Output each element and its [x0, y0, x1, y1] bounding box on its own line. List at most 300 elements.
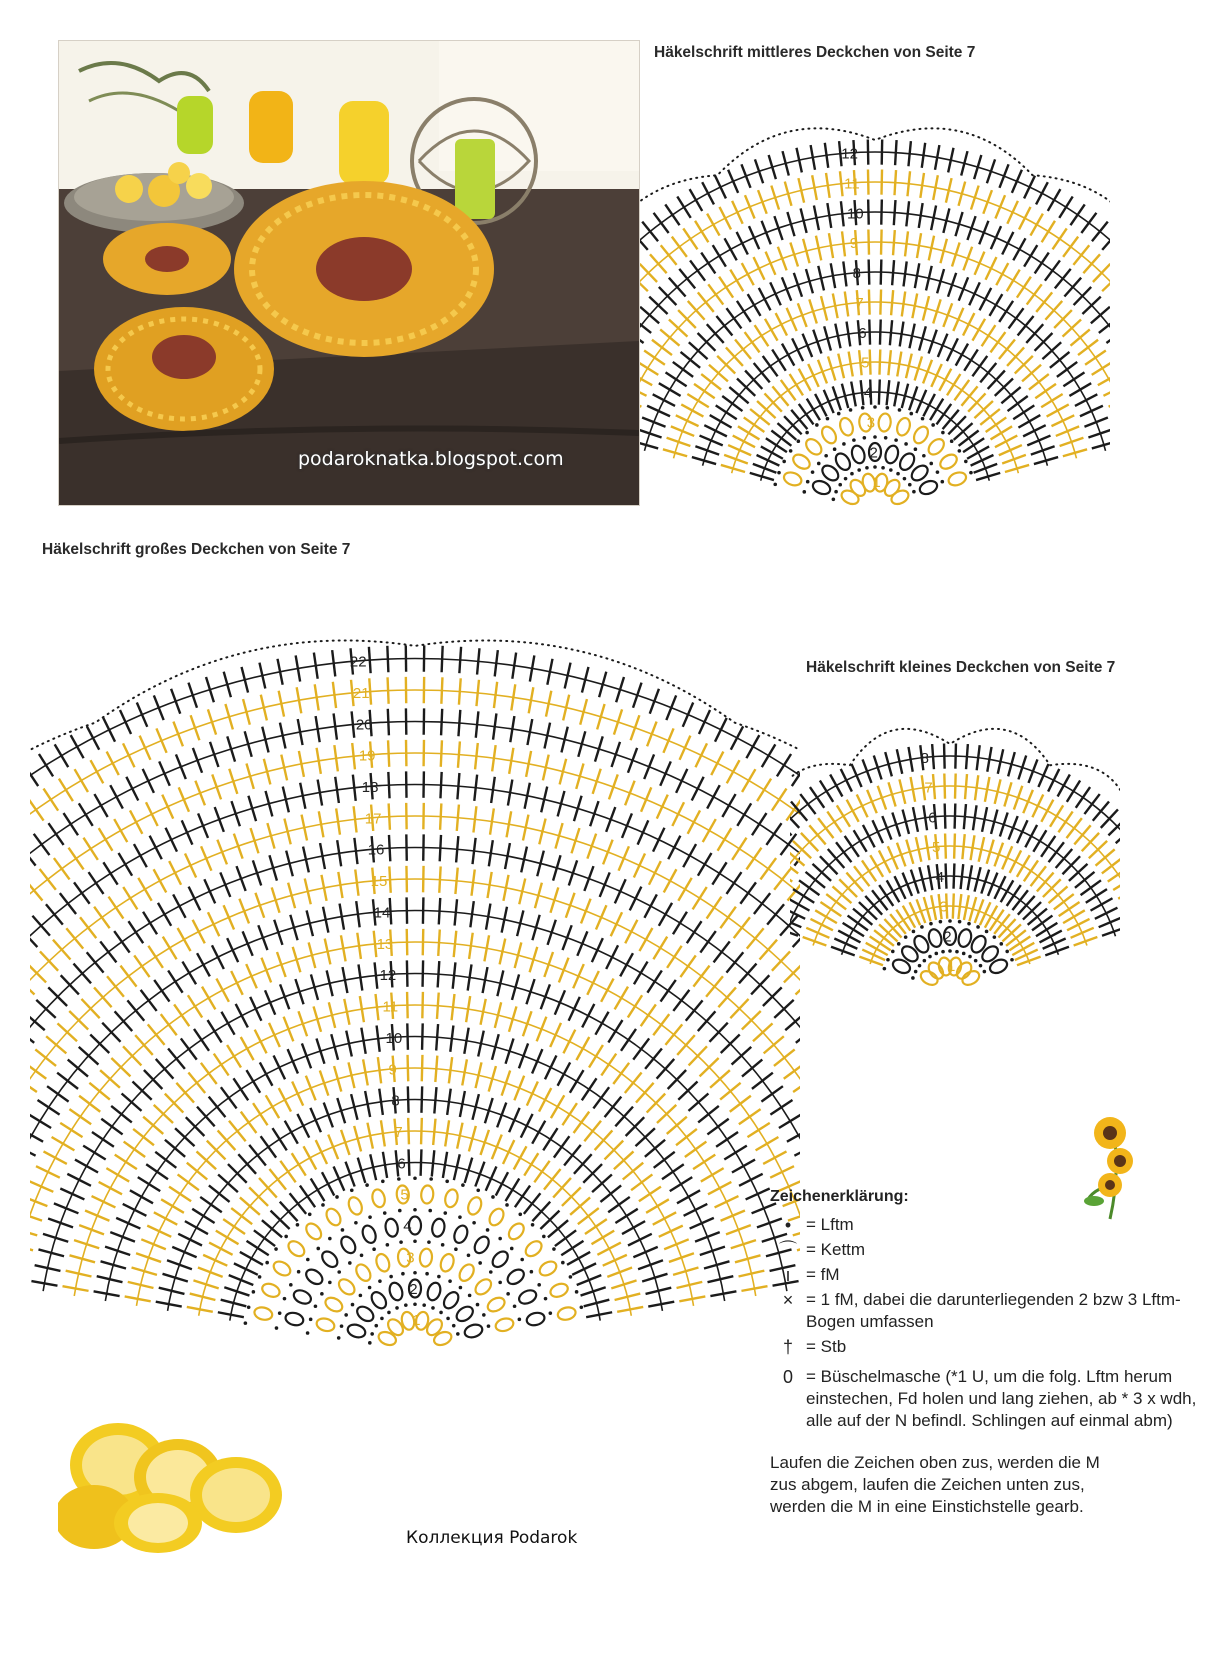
chain-dot	[914, 970, 918, 974]
chain-dot	[413, 1208, 417, 1212]
chain-dot	[903, 477, 907, 481]
cluster-stitch	[850, 444, 867, 465]
cluster-stitch	[466, 1195, 484, 1216]
chain-dot	[428, 1209, 432, 1213]
chain-dot	[891, 950, 895, 954]
chain-dot	[348, 1261, 352, 1265]
chain-dot	[958, 449, 962, 453]
round-label: 8	[391, 1092, 400, 1110]
chain-dot	[837, 412, 841, 416]
round-label: 8	[920, 749, 930, 767]
chain-dot	[370, 1332, 374, 1336]
cluster-stitch	[517, 1288, 538, 1307]
chain-dot	[985, 930, 989, 934]
cluster-stitch	[452, 1224, 470, 1245]
chain-dot	[911, 976, 915, 980]
chain-dot	[863, 436, 867, 440]
chain-dot	[491, 1195, 495, 1199]
chain-dot	[857, 468, 861, 472]
chain-dot	[1010, 958, 1014, 962]
cluster-stitch	[260, 1281, 281, 1299]
cluster-stitch	[271, 1259, 293, 1279]
round-label: 20	[355, 716, 373, 734]
stitch-mark	[30, 1013, 45, 1030]
chain-dot	[518, 1212, 522, 1216]
cluster-stitch	[431, 1218, 446, 1238]
chain-dot	[445, 1179, 449, 1183]
medium-chart-title: Häkelschrift mittleres Deckchen von Seite 7	[654, 44, 976, 61]
cluster-stitch	[525, 1311, 545, 1327]
cluster-stitch	[441, 1289, 461, 1311]
cluster-stitch	[926, 436, 947, 457]
chain-dot	[337, 1270, 341, 1274]
cluster-stitch	[485, 1295, 507, 1314]
stitch-mark	[790, 927, 798, 935]
chain-dot	[904, 935, 908, 939]
stitch-mark	[640, 397, 641, 407]
round-label: 15	[370, 873, 388, 891]
chain-dot	[934, 952, 938, 956]
cluster-stitch	[957, 928, 973, 949]
stitch-mark	[640, 442, 658, 449]
cluster-stitch	[883, 444, 900, 465]
chain-dot	[422, 1303, 426, 1307]
chain-dot	[335, 1195, 339, 1199]
chain-dot	[896, 472, 900, 476]
cluster-stitch	[377, 1330, 398, 1348]
round-label: 10	[846, 205, 864, 223]
chain-dot	[368, 1215, 372, 1219]
chain-dot	[374, 1324, 378, 1328]
cluster-stitch	[523, 1238, 544, 1259]
chain-dot	[309, 1318, 313, 1322]
chain-dot	[289, 1283, 293, 1287]
chain-dot	[929, 462, 933, 466]
cluster-stitch	[319, 1249, 340, 1270]
round-label: 12	[841, 145, 858, 163]
legend-note: Laufen die Zeichen oben zus, werden die M zus abgem, laufen die Zeichen unten zus, werden die M in eine Einstichstelle gearb.	[770, 1453, 1100, 1516]
cluster-stitch	[918, 479, 939, 497]
chain-dot	[413, 1239, 417, 1243]
chain-dot	[456, 1332, 460, 1336]
chain-dot	[513, 1304, 517, 1308]
chain-dot	[549, 1311, 553, 1315]
round-label: 21	[352, 684, 370, 702]
round-label: 16	[367, 841, 385, 859]
chain-stitch-icon: •	[784, 1215, 792, 1235]
chain-dot	[884, 436, 888, 440]
chain-dot	[537, 1283, 541, 1287]
chain-dot	[958, 920, 962, 924]
chain-dot	[498, 1281, 502, 1285]
slip-stitch-icon: ⌒	[779, 1240, 797, 1260]
scallop-chain	[640, 128, 1110, 418]
chain-dot	[575, 1290, 579, 1294]
chain-dot	[482, 1313, 486, 1317]
medium-crochet-chart	[640, 70, 1110, 560]
legend-item-stb: † = Stb	[770, 1336, 1200, 1358]
chain-dot	[815, 423, 819, 427]
round-label: 6	[397, 1155, 406, 1173]
round-label: 4	[935, 868, 945, 886]
doily-photo	[58, 40, 640, 506]
stitch-mark	[30, 1077, 37, 1092]
single-crochet-icon: ı	[785, 1265, 791, 1285]
chain-dot	[476, 1303, 480, 1307]
cluster-stitch	[782, 470, 803, 488]
cluster-stitch	[803, 436, 824, 457]
chain-dot	[372, 1247, 376, 1251]
chain-dot	[328, 1237, 332, 1241]
stitch-mark	[640, 385, 647, 396]
chain-dot	[950, 439, 954, 443]
chain-dot	[446, 1317, 450, 1321]
chain-dot	[806, 480, 810, 484]
cluster-stitch	[346, 1195, 364, 1216]
stitch-mark	[1092, 362, 1110, 375]
chain-dot	[883, 967, 887, 971]
cluster-stitch	[811, 479, 832, 497]
symbol-legend	[770, 1188, 1200, 1518]
chain-dot	[824, 454, 828, 458]
chain-dot	[832, 498, 836, 502]
chain-dot	[387, 1311, 391, 1315]
chain-dot	[920, 925, 924, 929]
stitch-mark	[30, 1144, 36, 1156]
chain-dot	[306, 1258, 310, 1262]
legend-item-fm-around: × = 1 fM, dabei die darunterliegenden 2 bzw 3 Lftm-Bogen umfassen	[770, 1289, 1200, 1333]
round-label: 10	[385, 1029, 403, 1047]
chain-dot	[921, 417, 925, 421]
photo-watermark: podaroknatka.blogspot.com	[298, 448, 564, 470]
cluster-stitch	[388, 1281, 405, 1302]
round-label: 17	[364, 810, 382, 828]
round-label: 7	[855, 294, 864, 312]
chain-dot	[476, 1189, 480, 1193]
stitch-mark	[30, 1228, 37, 1236]
cluster-stitch	[353, 1262, 373, 1284]
chain-dot	[976, 925, 980, 929]
chain-dot	[381, 1179, 385, 1183]
chain-dot	[275, 1326, 279, 1330]
chain-dot	[530, 1270, 534, 1274]
round-label: 5	[400, 1186, 409, 1204]
chain-dot	[378, 1279, 382, 1283]
chain-dot	[948, 919, 952, 923]
chain-dot	[969, 471, 973, 475]
round-label: 14	[373, 904, 391, 922]
cluster-stitch	[947, 470, 968, 488]
chain-dot	[923, 959, 927, 963]
chain-dot	[296, 1223, 300, 1227]
cluster-stitch	[374, 1252, 391, 1273]
chain-dot	[461, 1183, 465, 1187]
cluster-stitch	[911, 424, 931, 446]
chain-dot	[425, 1272, 429, 1276]
chain-dot	[552, 1247, 556, 1251]
stitch-mark	[1103, 385, 1110, 396]
chain-dot	[478, 1261, 482, 1265]
round-label: 4	[863, 384, 873, 402]
round-label: 3	[939, 898, 948, 916]
round-label: 1	[872, 474, 881, 492]
chain-dot	[983, 970, 987, 974]
doily-photo-illustration	[59, 41, 639, 505]
round-label: 11	[382, 998, 399, 1016]
cluster-stitch	[336, 1276, 357, 1297]
cluster-stitch	[960, 968, 982, 987]
cluster-stitch-icon: 0	[782, 1367, 793, 1387]
chain-dot	[486, 1228, 490, 1232]
cluster-stitch	[927, 928, 943, 949]
chain-dot	[360, 1254, 364, 1258]
chain-dot	[964, 460, 968, 464]
chain-dot	[278, 1311, 282, 1315]
legend-title: Zeichenerklärung:	[770, 1188, 909, 1205]
round-label: 1	[412, 1312, 421, 1330]
round-label: 2	[869, 444, 878, 462]
cluster-stitch	[926, 960, 946, 982]
legend-item-cluster: 0 = Büschelmasche (*1 U, um die folg. Lftm herum einstechen, Fd holen und lang ziehen, ab * 3 x wdh, alle auf der N befindl. Schlingen auf einmal abm)	[770, 1366, 1200, 1432]
cluster-stitch	[537, 1259, 559, 1279]
chain-dot	[365, 1183, 369, 1187]
chain-dot	[789, 449, 793, 453]
chain-dot	[316, 1247, 320, 1251]
chain-dot	[247, 1305, 251, 1309]
chain-dot	[413, 1302, 417, 1306]
chain-dot	[939, 920, 943, 924]
cluster-stitch	[443, 1188, 459, 1208]
chain-dot	[941, 431, 945, 435]
cluster-stitch	[284, 1311, 304, 1327]
cluster-stitch	[354, 1304, 376, 1324]
cluster-stitch	[324, 1206, 344, 1228]
round-label: 3	[866, 414, 876, 432]
round-label: 18	[361, 779, 379, 797]
chain-dot	[498, 1237, 502, 1241]
chain-dot	[472, 1221, 476, 1225]
round-label: 2	[943, 928, 952, 946]
stitch-mark	[30, 1244, 33, 1251]
stitch-mark	[1092, 442, 1110, 449]
cluster-stitch	[473, 1276, 494, 1297]
chain-dot	[454, 1247, 458, 1251]
cluster-stitch	[303, 1221, 324, 1242]
chain-dot	[580, 1305, 584, 1309]
chain-dot	[929, 922, 933, 926]
cluster-stitch	[421, 1185, 434, 1204]
chain-dot	[439, 1311, 443, 1315]
cross-stitch-icon: ×	[782, 1290, 794, 1310]
round-label: 6	[928, 809, 937, 827]
round-label: 6	[858, 324, 867, 342]
round-label: 11	[844, 175, 860, 193]
chain-dot	[898, 408, 902, 412]
chain-dot	[979, 964, 983, 968]
chain-dot	[842, 442, 846, 446]
chain-dot	[914, 447, 918, 451]
stitch-mark	[1109, 397, 1110, 407]
chain-dot	[429, 1177, 433, 1181]
chain-dot	[999, 942, 1003, 946]
cluster-stitch	[838, 416, 855, 437]
chain-dot	[320, 1292, 324, 1296]
chain-dot	[368, 1341, 372, 1345]
chain-dot	[797, 439, 801, 443]
small-chart-title: Häkelschrift kleines Deckchen von Seite 7	[806, 659, 1116, 676]
chain-dot	[351, 1303, 355, 1307]
legend-item-lftm: • = Lftm	[770, 1214, 1200, 1236]
round-label: 3	[406, 1249, 415, 1267]
chain-dot	[487, 1324, 491, 1328]
chain-dot	[826, 417, 830, 421]
chain-dot	[452, 1324, 456, 1328]
chain-dot	[968, 955, 972, 959]
row-arc	[640, 212, 1110, 436]
round-label: 1	[946, 958, 956, 976]
chain-dot	[489, 1270, 493, 1274]
stitch-mark	[1102, 927, 1120, 935]
chain-dot	[561, 1261, 565, 1265]
chain-dot	[441, 1243, 445, 1247]
chain-dot	[974, 959, 978, 963]
cluster-stitch	[454, 1304, 476, 1324]
round-label: 7	[394, 1123, 403, 1141]
stitch-mark	[30, 1196, 47, 1206]
chain-dot	[967, 922, 971, 926]
chain-dot	[569, 1275, 573, 1279]
chain-dot	[852, 438, 856, 442]
cluster-stitch	[338, 1234, 358, 1256]
chain-dot	[948, 949, 952, 953]
cluster-stitch	[457, 1262, 477, 1284]
chain-dot	[886, 958, 890, 962]
cluster-stitch	[419, 1248, 433, 1267]
chain-dot	[341, 1228, 345, 1232]
chain-dot	[413, 1176, 417, 1180]
round-label: 5	[861, 354, 870, 372]
legend-item-kettm: ⌒ = Kettm	[770, 1239, 1200, 1261]
chain-dot	[437, 1275, 441, 1279]
chain-dot	[955, 950, 959, 954]
chain-dot	[881, 466, 885, 470]
round-label: 9	[849, 235, 859, 253]
cluster-stitch	[463, 1323, 484, 1340]
chain-dot	[337, 1336, 341, 1340]
chain-dot	[321, 1203, 325, 1207]
cluster-stitch	[878, 413, 892, 432]
row-arc	[30, 910, 800, 1281]
chain-dot	[284, 1235, 288, 1239]
cluster-stitch	[889, 488, 910, 507]
chain-dot	[518, 1318, 522, 1322]
chain-dot	[389, 1275, 393, 1279]
large-crochet-chart	[30, 560, 800, 1420]
chain-dot	[940, 480, 944, 484]
chain-dot	[544, 1297, 548, 1301]
stitch-mark	[790, 849, 804, 865]
chain-dot	[397, 1177, 401, 1181]
chain-dot	[395, 1306, 399, 1310]
legend-item-fm: ı = fM	[770, 1264, 1200, 1286]
stitch-mark	[1113, 877, 1120, 890]
chain-dot	[401, 1272, 405, 1276]
chain-dot	[873, 435, 877, 439]
round-label: 5	[931, 839, 941, 857]
stitch-mark	[30, 1026, 34, 1043]
cluster-stitch	[432, 1330, 453, 1348]
double-crochet-icon: †	[782, 1337, 793, 1357]
chain-dot	[297, 1270, 301, 1274]
large-chart-title: Häkelschrift großes Deckchen von Seite 7	[42, 541, 351, 558]
chain-dot	[777, 471, 781, 475]
cluster-stitch	[472, 1234, 492, 1256]
cluster-stitch	[371, 1188, 387, 1208]
stitch-mark	[30, 1212, 42, 1221]
chain-dot	[252, 1290, 256, 1294]
stitch-mark	[794, 1144, 800, 1156]
cluster-stitch	[819, 424, 839, 446]
chain-dot	[383, 1211, 387, 1215]
chain-dot	[833, 447, 837, 451]
chain-dot	[467, 1254, 471, 1258]
round-label: 22	[349, 653, 367, 671]
chain-dot	[283, 1297, 287, 1301]
chain-dot	[918, 964, 922, 968]
cluster-stitch	[490, 1249, 511, 1270]
cluster-stitch	[839, 488, 860, 507]
chain-dot	[962, 952, 966, 956]
chain-dot	[886, 406, 890, 410]
chain-dot	[873, 405, 877, 409]
chain-dot	[274, 1247, 278, 1251]
cluster-stitch	[369, 1289, 389, 1311]
chain-dot	[805, 431, 809, 435]
cluster-stitch	[315, 1317, 336, 1333]
chain-dot	[542, 1235, 546, 1239]
chain-dot	[265, 1261, 269, 1265]
cluster-stitch	[323, 1295, 345, 1314]
round-label: 4	[403, 1218, 412, 1236]
chain-dot	[468, 1294, 472, 1298]
chain-dot	[782, 460, 786, 464]
chain-dot	[936, 470, 940, 474]
chain-dot	[894, 438, 898, 442]
cluster-stitch	[438, 1252, 455, 1273]
row-arc	[30, 721, 800, 1251]
chain-dot	[413, 1271, 417, 1275]
chain-dot	[889, 468, 893, 472]
chain-dot	[448, 1279, 452, 1283]
chain-dot	[531, 1223, 535, 1227]
chain-dot	[1005, 950, 1009, 954]
chain-dot	[443, 1211, 447, 1215]
round-label: 8	[852, 265, 861, 283]
chain-dot	[928, 955, 932, 959]
chain-dot	[386, 1243, 390, 1247]
chain-dot	[844, 477, 848, 481]
chain-dot	[993, 935, 997, 939]
chain-dot	[306, 1331, 310, 1335]
stitch-mark	[790, 898, 809, 910]
chain-dot	[909, 412, 913, 416]
round-label: 13	[376, 935, 394, 953]
stitch-mark	[30, 880, 42, 900]
chain-dot	[368, 1286, 372, 1290]
cluster-stitch	[384, 1218, 399, 1238]
chain-dot	[865, 466, 869, 470]
chain-dot	[344, 1313, 348, 1317]
